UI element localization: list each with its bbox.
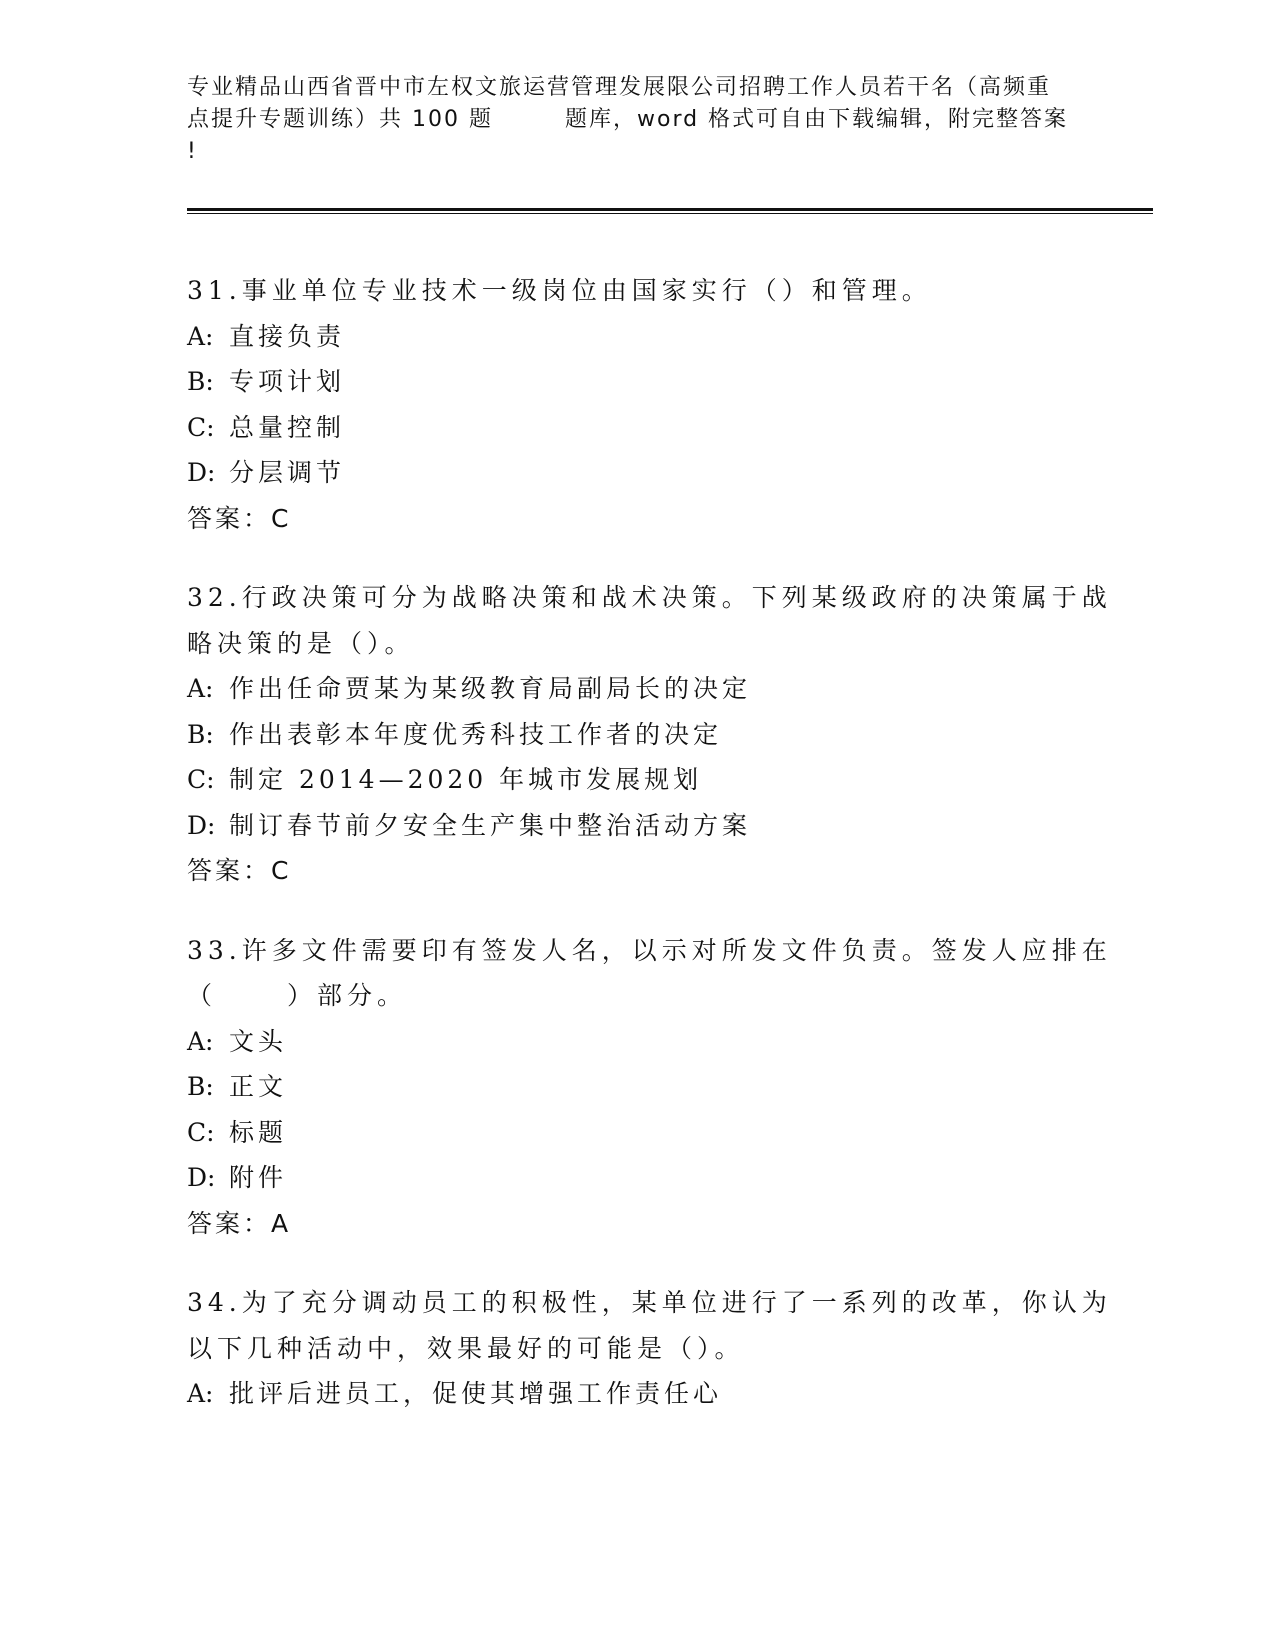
option-b [187, 1064, 1087, 1110]
option-letter: B: [187, 367, 214, 396]
option-text: 作出表彰本年度优秀科技工作者的决定 [229, 719, 723, 749]
option-letter: A: [187, 321, 214, 351]
header-line-3: ! [187, 139, 198, 164]
option-b [187, 712, 1087, 758]
option-letter: D: [187, 458, 216, 487]
blank-open-paren: （ [187, 981, 218, 1010]
answer-line: 答案：C [187, 503, 292, 533]
option-d [187, 1155, 1087, 1201]
option-text: 总量控制 [229, 412, 346, 442]
question-text-continued: 略决策的是（）。 [187, 628, 415, 658]
option-a [187, 1019, 1087, 1065]
header-line-2-part-2: 题库，word 格式可自由下载编辑，附完整答案 [564, 107, 1069, 132]
option-letter: C: [187, 1117, 215, 1147]
option-text: 制定 2014—2020 年城市发展规划 [229, 765, 703, 794]
option-letter: A: [187, 1026, 214, 1056]
option-text: 专项计划 [229, 367, 346, 396]
question-text-continued [187, 973, 1087, 1019]
question-text: 34.为了充分调动员工的积极性，某单位进行了一系列的改革，你认为 [187, 1288, 1112, 1317]
option-c [187, 757, 1087, 803]
option-text: 正文 [229, 1072, 288, 1101]
option-a [187, 666, 1087, 712]
option-letter: D: [187, 1163, 216, 1192]
option-letter: A: [187, 1379, 214, 1408]
option-letter: C: [187, 765, 215, 794]
question-text: 31.事业单位专业技术一级岗位由国家实行（）和管理。 [187, 276, 932, 305]
header-line-2 [187, 104, 1087, 136]
header-line-1: 专业精品山西省晋中市左权文旅运营管理发展限公司招聘工作人员若干名（高频重 [187, 75, 1052, 100]
question-text: 33.许多文件需要印有签发人名，以示对所发文件负责。签发人应排在 [187, 935, 1112, 965]
question-list [187, 268, 1112, 1451]
option-text: 文头 [229, 1026, 288, 1056]
option-d [187, 803, 1087, 849]
question-34 [187, 1280, 1112, 1417]
blank-close-paren: ）部分。 [287, 981, 408, 1010]
option-a [187, 314, 1087, 360]
option-letter: A: [187, 674, 214, 703]
question-text: 32.行政决策可分为战略决策和战术决策。下列某级政府的决策属于战 [187, 583, 1112, 612]
option-text: 制订春节前夕安全生产集中整治活动方案 [229, 810, 752, 840]
question-32 [187, 575, 1112, 894]
header-divider [187, 208, 1153, 214]
option-d [187, 450, 1087, 496]
answer-line: 答案：A [187, 1208, 292, 1238]
option-text: 作出任命贾某为某级教育局副局长的决定 [229, 674, 752, 703]
option-letter: B: [187, 719, 214, 749]
option-c [187, 1110, 1087, 1156]
option-text: 分层调节 [229, 458, 346, 487]
option-text: 直接负责 [229, 321, 346, 351]
header-line-2-part-1: 点提升专题训练）共 100 题 [187, 107, 493, 132]
question-text-continued: 以下几种活动中，效果最好的可能是（）。 [187, 1333, 745, 1363]
question-31 [187, 268, 1087, 541]
option-letter: D: [187, 810, 216, 840]
question-33 [187, 928, 1112, 1247]
option-a [187, 1371, 1087, 1417]
option-letter: B: [187, 1072, 214, 1101]
option-text: 批评后进员工，促使其增强工作责任心 [229, 1379, 723, 1408]
option-b [187, 359, 1087, 405]
option-text: 标题 [229, 1117, 288, 1147]
option-letter: C: [187, 412, 215, 442]
option-text: 附件 [229, 1163, 288, 1192]
option-c [187, 405, 1087, 451]
answer-line: 答案：C [187, 856, 292, 885]
document-header [187, 72, 1087, 168]
